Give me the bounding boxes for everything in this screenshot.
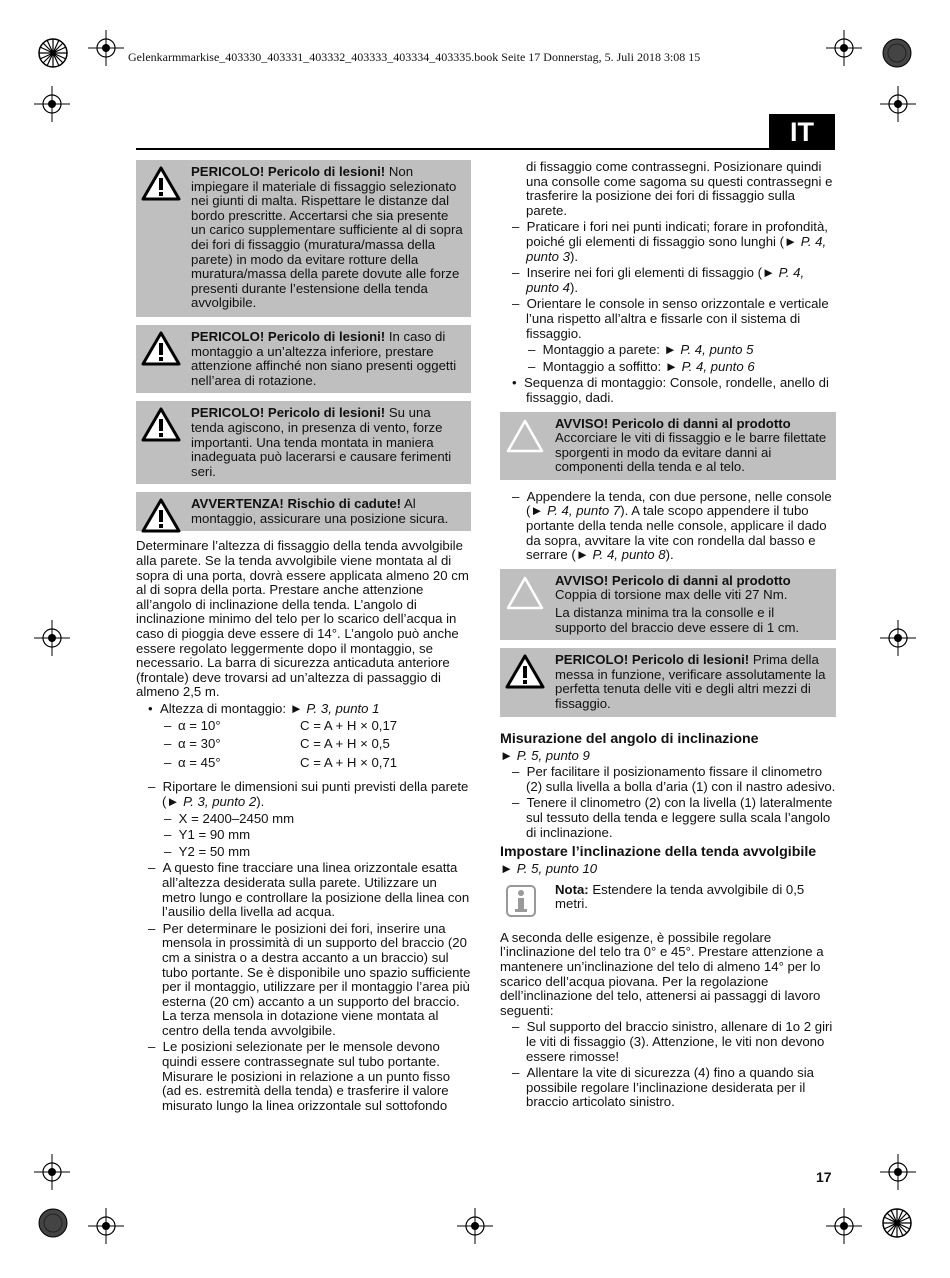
- notice-text-2: La distanza minima tra la consolle e il supporto del braccio deve essere di 1 cm.: [555, 605, 800, 635]
- note-title: Nota:: [555, 881, 589, 897]
- notice-triangle-icon: [505, 575, 545, 611]
- danger-box: [136, 401, 471, 484]
- registration-mark-right-upper: [880, 86, 916, 122]
- dimension-item: – X = 2400–2450 mm: [164, 810, 295, 826]
- note-text: Nota: Estendere la tenda avvolgibile di 0,5 metri.: [555, 881, 805, 912]
- starburst-mark-top-left: [38, 38, 68, 68]
- print-header: Gelenkarmmarkise_403330_403331_403332_403333_403334_403335.book Seite 17 Donnerstag, 5. Juli 2018 3:08 15: [128, 50, 701, 64]
- warning-text: AVVERTENZA! Rischio di cadute! Al montaggio, assicurare una posizione sicura.: [191, 496, 449, 526]
- info-icon: [506, 885, 536, 917]
- starburst-mark-bottom-right: [882, 1208, 912, 1238]
- figure-ref: ► P. 4, punto 7: [530, 503, 621, 519]
- registration-mark-top-left: [88, 30, 124, 66]
- formula-row: – α = 30° C = A + H × 0,5: [164, 736, 390, 752]
- danger-title: PERICOLO! Pericolo di lesioni!: [191, 405, 386, 421]
- notice-title: AVVISO! Pericolo di danni al prodotto: [555, 572, 791, 588]
- figure-ref: ► P. 4, punto 6: [664, 358, 755, 374]
- solid-mark-bottom-left: [38, 1208, 68, 1238]
- notice-text: AVVISO! Pericolo di danni al prodotto Accorciare le viti di fissaggio e le barre filettate sporgenti in modo da evitare danni ai componenti della tenda e al telo.: [555, 415, 827, 475]
- danger-title: PERICOLO! Pericolo di lesioni!: [555, 652, 750, 668]
- danger-text: PERICOLO! Pericolo di lesioni! Prima della messa in funzione, verificare assolutamente la perfetta tenuta delle viti e degli altri mezzi di fissaggio.: [555, 652, 826, 711]
- step-item: – A questo fine tracciare una linea orizzontale esatta all’altezza desiderata sulla parete. Utilizzare un metro lungo e controllare la posizione della linea con l’ausilio della livella ad acqua.: [148, 860, 470, 920]
- danger-text: PERICOLO! Pericolo di lesioni! Su una tenda agiscono, in presenza di vento, forze importanti. Una tenda montata in maniera inadeguata può lacerarsi e causare ferimenti seri.: [191, 405, 452, 479]
- continued-text: di fissaggio come contrassegni. Posizionare quindi una consolle come sagoma su questi contrassegni e trasferire la posizione dei fori di fissaggio sulla parete.: [526, 159, 833, 218]
- step-item: – Sul supporto del braccio sinistro, allenare di 1o 2 giri le viti di fissaggio (3). Attenzione, le viti non devono essere rimosse!: [512, 1019, 833, 1064]
- step-item: – Le posizioni selezionate per le mensole devono quindi essere contrassegnate sul tubo portante. Misurare le posizioni in relazione a un punto fisso (ad es. estremità della tenda) e trasferire il valore misurato lungo la linea orizzontale sul sottofondo: [148, 1039, 451, 1113]
- danger-text: PERICOLO! Pericolo di lesioni! In caso di montaggio a un’altezza inferiore, prestare attenzione affinché non siano presenti oggetti nell’area di rotazione.: [191, 328, 457, 388]
- step-item: – Per facilitare il posizionamento fissare il clinometro (2) sulla livella a bolla d’aria (1) con il nastro adesivo.: [512, 764, 836, 794]
- language-tab: IT: [769, 114, 835, 150]
- figure-ref: ► P. 3, punto 1: [289, 701, 380, 716]
- warning-triangle-icon: [505, 654, 545, 690]
- step-item: – Riportare le dimensioni sui punti previsti della parete (► P. 3, punto 2).: [148, 779, 469, 809]
- figure-ref: ► P. 5, punto 10: [500, 861, 598, 877]
- step-item: – Per determinare le posizioni dei fori, inserire una mensola in prossimità di un supporto del braccio (20 cm a sinistra o a destra accanto a un braccio) sul tubo portante. Se è disponibile uno spazio sufficiente per il montaggio, utilizzare per il montaggio l’area più esterna (20 cm) accanto a un supporto del braccio. La terza mensola in dotazione viene montata al centro della tenda avvolgibile.: [148, 920, 471, 1038]
- danger-box: [136, 325, 471, 393]
- formula-row: – α = 45° C = A + H × 0,71: [164, 754, 398, 770]
- notice-box: [500, 412, 836, 480]
- warning-triangle-icon: [141, 166, 181, 202]
- page-number: 17: [816, 1169, 832, 1185]
- right-column: [500, 160, 836, 1112]
- figure-ref: ► P. 3, punto 2: [166, 793, 257, 809]
- notice-box: [500, 569, 836, 640]
- figure-ref: ► P. 4, punto 8: [575, 547, 666, 563]
- notice-text: AVVISO! Pericolo di danni al prodotto Coppia di torsione max delle viti 27 Nm.: [555, 572, 791, 603]
- note-box: [500, 883, 836, 917]
- intro-paragraph: Determinare l’altezza di fissaggio della tenda avvolgibile alla parete. Se la tenda avvolgibile viene montata al di sopra di una porta, dovrà essere applicata almeno 20 cm al di sopra della porta. Prestare anche attenzione all’angolo di inclinazione della tenda. L’angolo di inclinazione minimo del telo per lo scarico dell’acqua in caso di pioggia deve essere di 14°. L’angolo può anche essere regolato leggermente dopo il montaggio, se necessario. La barra di sicurezza anticaduta anteriore (frontale) deve trovarsi ad un’altezza di passaggio di almeno 2,5 m.: [136, 538, 469, 700]
- body-paragraph: A seconda delle esigenze, è possibile regolare l’inclinazione del telo tra 0° e 45°. Prestare attenzione a mantenere un’inclinazione del telo di almeno 14° per lo scarico dell’acqua piovana. Per la regolazione dell’inclinazione del telo, attenersi ai passaggi di lavoro seguenti:: [500, 929, 824, 1018]
- warning-triangle-icon: [141, 331, 181, 367]
- step-item: – Appendere la tenda, con due persone, nelle console (► P. 4, punto 7). A tale scopo appendere il tubo portante della tenda nelle console, applicare il dado da sopra, avvitare la vite con rondella dal basso e serrare (► P. 4, punto 8).: [512, 488, 832, 563]
- sub-step-item: – Montaggio a soffitto: ► P. 4, punto 6: [528, 358, 755, 374]
- header-rule: [136, 148, 770, 150]
- registration-mark-bottom-left: [88, 1208, 124, 1244]
- figure-ref: ► P. 4, punto 4: [526, 265, 805, 295]
- registration-mark-right-lower: [880, 1154, 916, 1190]
- step-item: – Praticare i fori nei punti indicati; forare in profondità, poiché gli elementi di fissaggio sono lunghi (► P. 4, punto 3).: [512, 219, 828, 264]
- formula-row: – α = 10° C = A + H × 0,17: [164, 717, 398, 733]
- warning-title: AVVERTENZA! Rischio di cadute!: [191, 496, 402, 512]
- step-item: – Tenere il clinometro (2) con la livella (1) lateralmente sul tessuto della tenda e leggere sulla scala l’angolo di inclinazione.: [512, 795, 833, 840]
- danger-title: PERICOLO! Pericolo di lesioni!: [191, 328, 386, 344]
- figure-ref: ► P. 4, punto 3: [526, 233, 827, 264]
- warning-box: [136, 492, 471, 531]
- section-heading: Misurazione del angolo di inclinazione: [500, 730, 759, 747]
- danger-text: PERICOLO! Pericolo di lesioni! Non impiegare il materiale di fissaggio selezionato nei giunti di malta. Rispettare le distanze dal bordo prescritte. Accertarsi che sia presente un carico supplementare sufficiente al di sopra dei fori di fissaggio (muratura/massa della parete) in modo da evitare rotture della muratura/massa della parete dovute alle forze presenti durante l’estensione della tenda avvolgibile.: [191, 164, 463, 311]
- warning-triangle-icon: [141, 407, 181, 443]
- registration-mark-bottom-right: [826, 1208, 862, 1244]
- notice-title: AVVISO! Pericolo di danni al prodotto: [555, 415, 791, 431]
- registration-mark-left-lower: [34, 1154, 70, 1190]
- registration-mark-top-right: [826, 30, 862, 66]
- step-item: – Inserire nei fori gli elementi di fissaggio (► P. 4, punto 4).: [512, 265, 805, 295]
- dimension-item: – Y2 = 50 mm: [164, 843, 251, 859]
- registration-mark-right-middle: [880, 620, 916, 656]
- section-heading: Impostare l’inclinazione della tenda avvolgibile: [500, 844, 817, 861]
- solid-mark-top-right: [882, 38, 912, 68]
- registration-mark-left-middle: [34, 620, 70, 656]
- danger-title: PERICOLO! Pericolo di lesioni!: [191, 164, 386, 179]
- bullet-item: • Altezza di montaggio: ► P. 3, punto 1: [148, 701, 380, 716]
- step-item: – Orientare le console in senso orizzontale e verticale l’una rispetto all’altra e fissarle con il sistema di fissaggio.: [512, 296, 829, 341]
- warning-triangle-icon: [141, 498, 181, 534]
- step-item: – Allentare la vite di sicurezza (4) fino a quando sia possibile regolare l’inclinazione desiderata per il braccio articolato sinistro.: [512, 1065, 815, 1110]
- figure-ref: ► P. 4, punto 5: [663, 342, 754, 358]
- left-column: [136, 160, 471, 1115]
- registration-mark-left-upper: [34, 86, 70, 122]
- danger-box: [500, 648, 836, 716]
- bullet-item: • Sequenza di montaggio: Console, rondelle, anello di fissaggio, dadi.: [512, 375, 829, 405]
- notice-triangle-icon: [505, 418, 545, 454]
- sub-step-item: – Montaggio a parete: ► P. 4, punto 5: [528, 342, 754, 358]
- figure-ref: ► P. 5, punto 9: [500, 747, 590, 763]
- danger-box: [136, 160, 471, 317]
- dimension-item: – Y1 = 90 mm: [164, 827, 251, 843]
- registration-mark-bottom-center: [457, 1208, 493, 1244]
